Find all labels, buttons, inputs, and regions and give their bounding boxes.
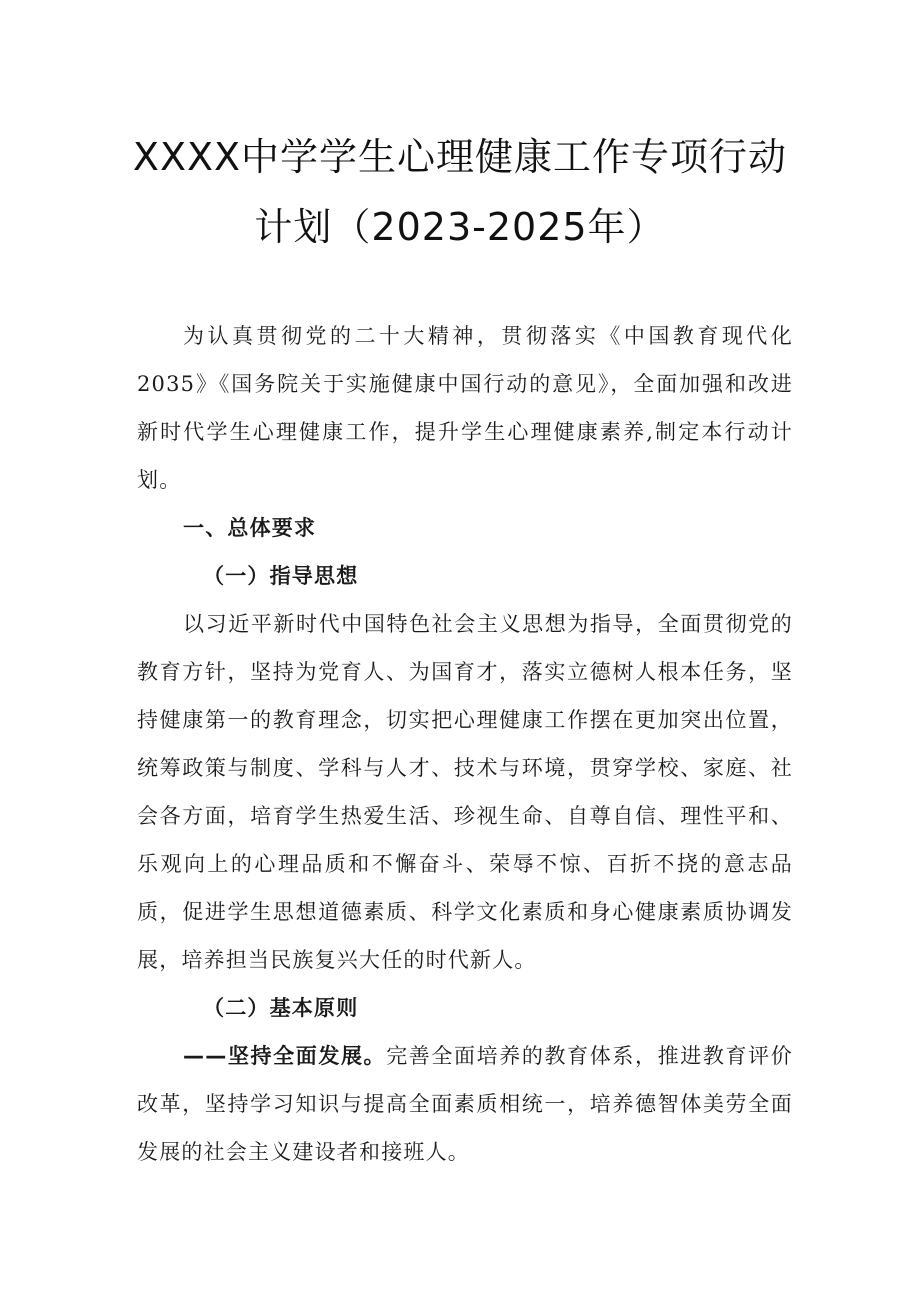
guiding-ideology-paragraph: 以习近平新时代中国特色社会主义思想为指导，全面贯彻党的教育方针，坚持为党育人、为国育才，落实立德树人根本任务，坚持健康第一的教育理念，切实把心理健康工作摆在更加突出位置，统筹政策与制度、学科与人才、技术与环境，贯穿学校、家庭、社会各方面，培育学生热爱生活、珍视生命、自尊自信、理性平和、乐观向上的心理品质和不懈奋斗、荣辱不惊、百折不挠的意志品质，促进学生思想道德素质、科学文化素质和身心健康素质协调发展，培养担当民族复兴大任的时代新人。: [137, 612, 793, 972]
principle-lead: ——坚持全面发展。: [183, 1044, 387, 1068]
subsection-heading-guiding-ideology: （一）指导思想: [203, 564, 359, 588]
document-body: [137, 312, 793, 1176]
section-heading-general-requirements: 一、总体要求: [183, 516, 317, 540]
intro-paragraph: 为认真贯彻党的二十大精神，贯彻落实《中国教育现代化2035》《国务院关于实施健康中国行动的意见》，全面加强和改进新时代学生心理健康工作，提升学生心理健康素养,制定本行动计划。: [137, 324, 793, 492]
principle-text: 完善全面培养的教育体系，推进教育评价改革，坚持学习知识与提高全面素质相统一，培养德智体美劳全面发展的社会主义建设者和接班人。: [137, 1044, 793, 1164]
document-title-line-1: XXXX中学学生心理健康工作专项行动: [132, 135, 788, 179]
document-title-line-2: 计划（2023-2025年）: [254, 205, 666, 249]
subsection-heading-basic-principles: （二）基本原则: [203, 996, 359, 1020]
principle-paragraph: [137, 1032, 793, 1176]
